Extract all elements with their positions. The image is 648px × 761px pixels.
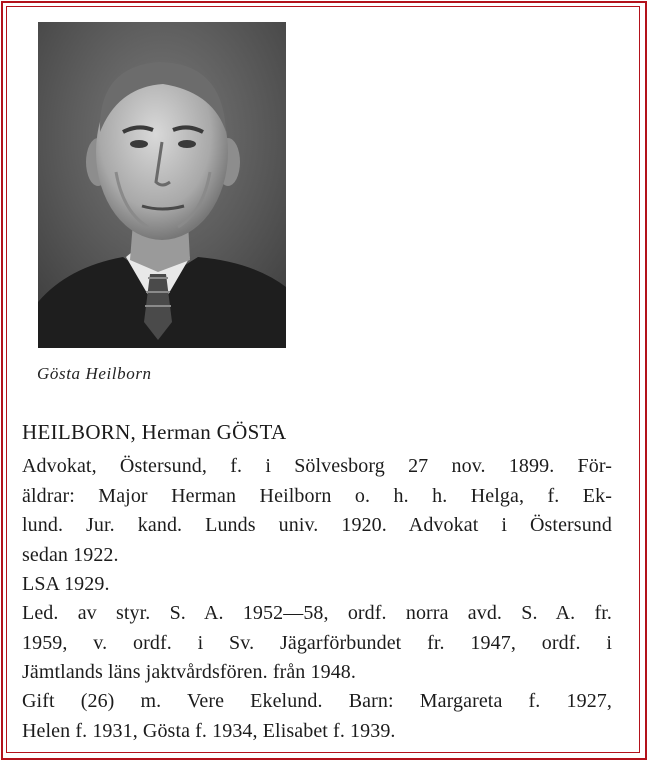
bio-line: Led. av styr. S. A. 1952—58, ordf. norra avd. S. A. fr. [22, 602, 612, 624]
bio-line: Helen f. 1931, Gösta f. 1934, Elisabet f. 1939. [22, 719, 396, 742]
bio-paragraph-family [22, 687, 612, 746]
bio-line: 1959, v. ordf. i Sv. Jägarförbundet fr. 1947, ordf. i [22, 631, 612, 654]
bio-line: sedan 1922. [22, 543, 119, 566]
bio-line: äldrar: Major Herman Heilborn o. h. h. Helga, f. Ek- [22, 484, 612, 507]
portrait-caption: Gösta Heilborn [37, 364, 152, 383]
bio-line: Advokat, Östersund, f. i Sölvesborg 27 nov. 1899. För- [22, 455, 612, 477]
portrait-illustration [38, 22, 286, 348]
bio-paragraph-career [22, 452, 612, 570]
bio-paragraph-lsa [22, 570, 612, 600]
bio-line: lund. Jur. kand. Lunds univ. 1920. Advokat i Östersund [22, 514, 612, 536]
bio-line: Gift (26) m. Vere Ekelund. Barn: Margareta f. 1927, [22, 690, 612, 712]
bio-line: Jämtlands läns jaktvårdsfören. från 1948. [22, 661, 357, 683]
bio-line: LSA 1929. [22, 573, 110, 595]
bio-paragraph-positions [22, 599, 612, 688]
portrait-photo [38, 22, 286, 348]
entry-heading: HEILBORN, Herman GÖSTA [22, 420, 287, 444]
